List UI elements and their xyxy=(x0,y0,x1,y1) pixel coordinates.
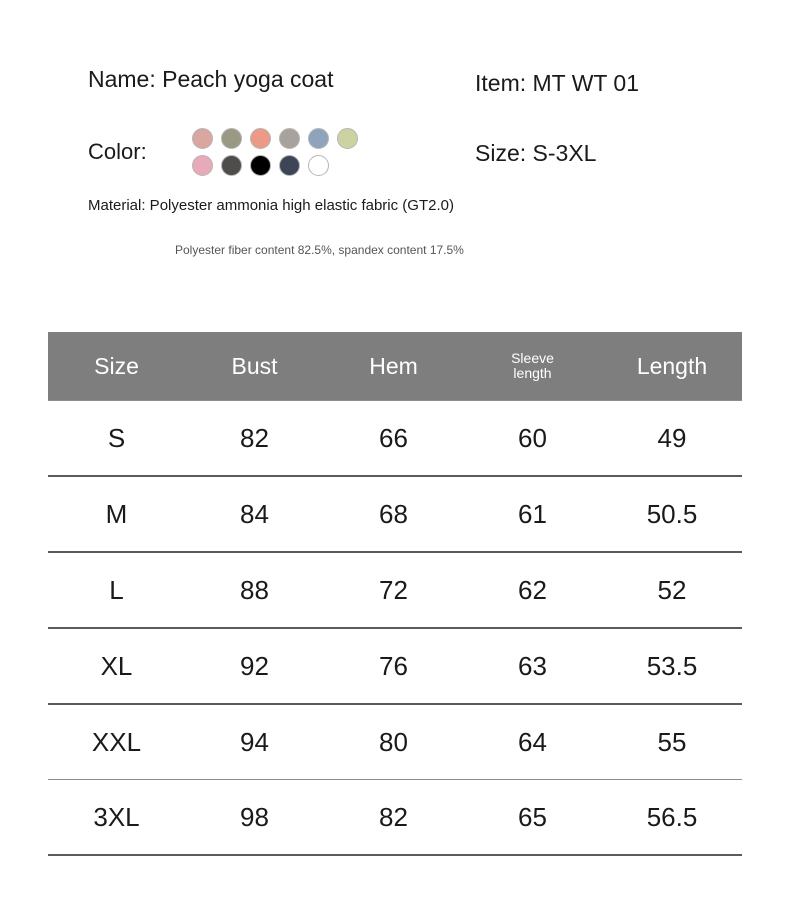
fiber-content: Polyester fiber content 82.5%, spandex content 17.5% xyxy=(175,243,464,257)
sleeve-header-line1: Sleeve xyxy=(511,349,554,366)
cell-hem: 72 xyxy=(324,552,463,628)
cell-bust: 84 xyxy=(185,476,324,552)
cell-size: L xyxy=(48,552,185,628)
cell-sleeve: 61 xyxy=(463,476,602,552)
cell-hem: 80 xyxy=(324,704,463,780)
swatch-dusty-rose xyxy=(192,128,213,149)
cell-bust: 88 xyxy=(185,552,324,628)
table-header-sleeve-length xyxy=(463,332,602,401)
cell-length: 56.5 xyxy=(602,780,742,856)
cell-size: 3XL xyxy=(48,780,185,856)
cell-sleeve: 64 xyxy=(463,704,602,780)
swatch-navy xyxy=(279,155,300,176)
size-range: Size: S-3XL xyxy=(475,140,597,166)
cell-sleeve: 62 xyxy=(463,552,602,628)
table-row xyxy=(48,401,742,477)
material-description: Material: Polyester ammonia high elastic fabric (GT2.0) xyxy=(88,197,454,214)
color-label: Color: xyxy=(88,139,147,164)
size-chart-body xyxy=(48,401,742,856)
cell-length: 53.5 xyxy=(602,628,742,704)
cell-bust: 82 xyxy=(185,401,324,477)
table-row xyxy=(48,780,742,856)
cell-size: XXL xyxy=(48,704,185,780)
cell-hem: 76 xyxy=(324,628,463,704)
swatch-salmon xyxy=(250,128,271,149)
swatch-steel-blue xyxy=(308,128,329,149)
swatch-warm-grey xyxy=(279,128,300,149)
swatch-pale-lime xyxy=(337,128,358,149)
swatch-black xyxy=(250,155,271,176)
table-row xyxy=(48,552,742,628)
table-header-hem: Hem xyxy=(324,332,463,401)
cell-hem: 68 xyxy=(324,476,463,552)
cell-bust: 94 xyxy=(185,704,324,780)
cell-length: 52 xyxy=(602,552,742,628)
cell-sleeve: 65 xyxy=(463,780,602,856)
table-header-size: Size xyxy=(48,332,185,401)
cell-size: M xyxy=(48,476,185,552)
cell-sleeve: 63 xyxy=(463,628,602,704)
cell-hem: 66 xyxy=(324,401,463,477)
cell-size: XL xyxy=(48,628,185,704)
swatch-dark-grey xyxy=(221,155,242,176)
cell-size: S xyxy=(48,401,185,477)
cell-bust: 98 xyxy=(185,780,324,856)
table-row xyxy=(48,628,742,704)
swatch-pink xyxy=(192,155,213,176)
cell-bust: 92 xyxy=(185,628,324,704)
sleeve-header-line2: length xyxy=(513,365,552,381)
color-swatch-grid xyxy=(192,128,366,182)
size-chart-table xyxy=(48,332,742,856)
swatch-olive-grey xyxy=(221,128,242,149)
cell-hem: 82 xyxy=(324,780,463,856)
product-name: Name: Peach yoga coat xyxy=(88,66,334,92)
table-row xyxy=(48,476,742,552)
cell-sleeve: 60 xyxy=(463,401,602,477)
cell-length: 50.5 xyxy=(602,476,742,552)
table-header-bust: Bust xyxy=(185,332,324,401)
table-header-length: Length xyxy=(602,332,742,401)
table-header-row xyxy=(48,332,742,401)
cell-length: 49 xyxy=(602,401,742,477)
cell-length: 55 xyxy=(602,704,742,780)
swatch-white xyxy=(308,155,329,176)
product-item-code: Item: MT WT 01 xyxy=(475,70,640,96)
table-row xyxy=(48,704,742,780)
